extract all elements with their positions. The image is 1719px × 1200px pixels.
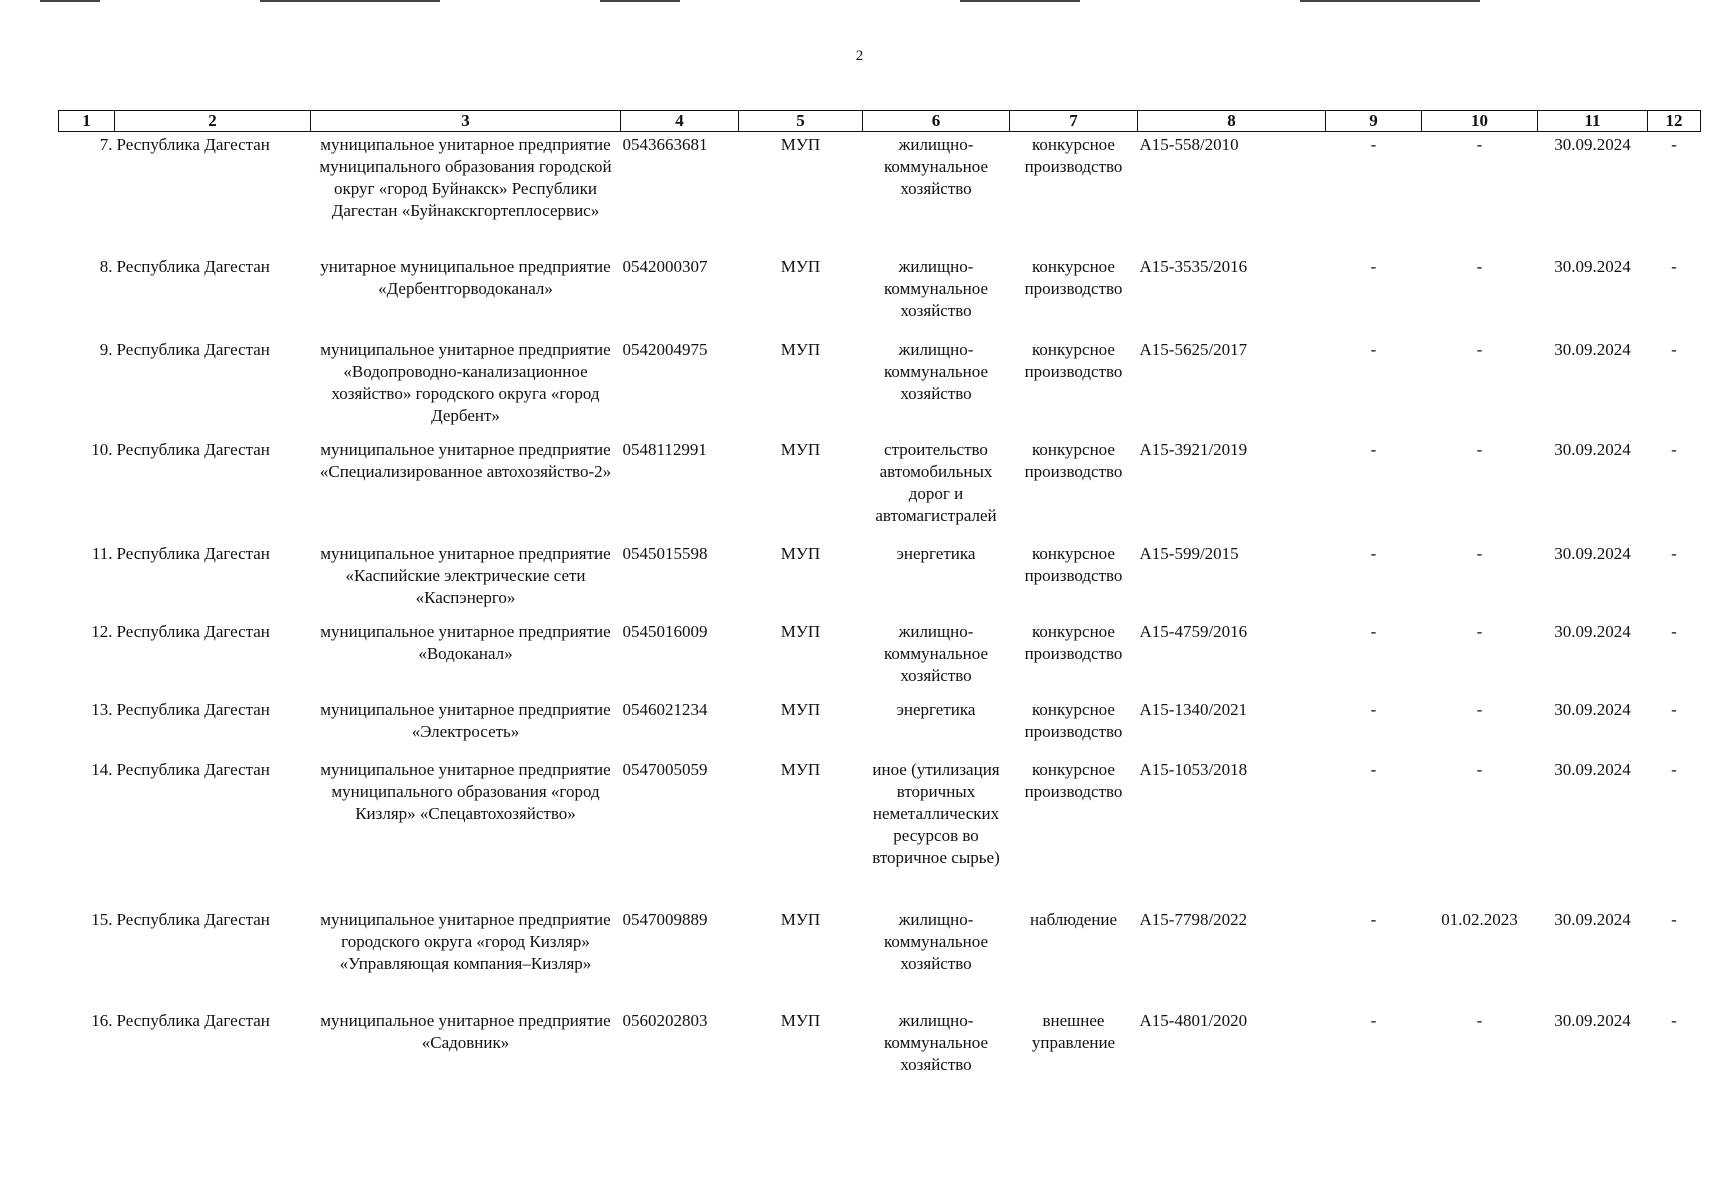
col12-cell: - [1671, 621, 1677, 641]
col12-cell: - [1671, 543, 1677, 563]
case-number-cell: А15-599/2015 [1139, 543, 1239, 563]
col9-cell: - [1370, 621, 1377, 641]
col9-cell: - [1370, 1010, 1377, 1030]
table-body [59, 132, 1701, 1078]
region-cell: Республика Дагестан [116, 339, 270, 359]
case-number-cell: А15-7798/2022 [1139, 909, 1248, 929]
case-number-cell: А15-1340/2021 [1139, 699, 1248, 719]
sector-cell: жилищно-коммунальное хозяйство [884, 621, 988, 685]
table-row [59, 998, 1701, 1078]
case-number-cell: А15-558/2010 [1139, 135, 1239, 154]
col10-cell: - [1476, 256, 1483, 276]
column-header: 12 [1648, 111, 1701, 132]
col12-cell: - [1671, 135, 1677, 154]
col12-cell: - [1671, 256, 1677, 276]
inn-cell: 0543663681 [622, 135, 708, 154]
procedure-cell: конкурсное производство [1024, 543, 1123, 585]
table-row [59, 244, 1701, 327]
table-row [59, 427, 1701, 531]
row-number: 16. [91, 1010, 113, 1030]
col10-cell: 01.02.2023 [1441, 909, 1518, 929]
org-type-cell: МУП [780, 135, 821, 154]
col9-cell: - [1370, 909, 1377, 929]
org-type-cell: МУП [780, 339, 821, 359]
enterprise-name-cell: муниципальное унитарное предприятие «Специализированное автохозяйство-2» [319, 439, 612, 481]
enterprise-name-cell: муниципальное унитарное предприятие «Каспийские электрические сети «Каспэнерго» [320, 543, 611, 607]
col10-cell: - [1476, 543, 1483, 563]
col10-cell: - [1476, 759, 1483, 779]
page-number: 2 [855, 48, 864, 64]
procedure-cell: конкурсное производство [1024, 256, 1123, 298]
row-number: 12. [91, 621, 113, 641]
column-header: 4 [621, 111, 739, 132]
col10-cell: - [1476, 439, 1483, 459]
case-number-cell: А15-4759/2016 [1139, 621, 1248, 641]
enterprise-name-cell: муниципальное унитарное предприятие «Водопроводно-канализационное хозяйство» городского округа «город Дербент» [320, 339, 611, 425]
enterprise-name-cell: муниципальное унитарное предприятие муниципального образования городской округ «город Буйнакск» Республики Дагестан «Буйнакскгортеплосервис» [319, 135, 612, 220]
column-header: 2 [115, 111, 311, 132]
org-type-cell: МУП [780, 759, 821, 779]
region-cell: Республика Дагестан [116, 699, 270, 719]
table-row [59, 747, 1701, 897]
case-number-cell: А15-4801/2020 [1139, 1010, 1248, 1030]
enterprise-name-cell: муниципальное унитарное предприятие «Садовник» [320, 1010, 611, 1052]
sector-cell: строительство автомобильных дорог и автомагистралей [875, 439, 997, 525]
column-header: 1 [59, 111, 115, 132]
inn-cell: 0542004975 [622, 339, 708, 359]
sector-cell: жилищно-коммунальное хозяйство [884, 909, 988, 973]
col12-cell: - [1671, 909, 1677, 929]
column-header: 8 [1138, 111, 1326, 132]
enterprise-name-cell: муниципальное унитарное предприятие «Электросеть» [320, 699, 611, 741]
sector-cell: энергетика [896, 699, 976, 719]
case-number-cell: А15-5625/2017 [1139, 339, 1248, 359]
column-header: 11 [1538, 111, 1648, 132]
procedure-cell: конкурсное производство [1024, 135, 1123, 176]
col12-cell: - [1671, 699, 1677, 719]
column-header: 3 [311, 111, 621, 132]
region-cell: Республика Дагестан [116, 135, 270, 154]
row-number: 14. [91, 759, 113, 779]
col10-cell: - [1476, 621, 1483, 641]
col12-cell: - [1671, 439, 1677, 459]
region-cell: Республика Дагестан [116, 439, 270, 459]
col9-cell: - [1370, 759, 1377, 779]
col12-cell: - [1671, 339, 1677, 359]
header-row [59, 111, 1701, 132]
org-type-cell: МУП [780, 543, 821, 563]
region-cell: Республика Дагестан [116, 1010, 270, 1030]
inn-cell: 0547009889 [622, 909, 708, 929]
sector-cell: жилищно-коммунальное хозяйство [884, 135, 988, 198]
region-cell: Республика Дагестан [116, 543, 270, 563]
row-number: 9. [99, 339, 113, 359]
column-header: 6 [863, 111, 1010, 132]
col12-cell: - [1671, 759, 1677, 779]
col10-cell: - [1476, 1010, 1483, 1030]
table-row [59, 609, 1701, 687]
org-type-cell: МУП [780, 256, 821, 276]
date-cell: 30.09.2024 [1554, 339, 1631, 359]
column-header: 5 [739, 111, 863, 132]
sector-cell: энергетика [896, 543, 976, 563]
case-number-cell: А15-1053/2018 [1139, 759, 1248, 779]
inn-cell: 0560202803 [622, 1010, 708, 1030]
date-cell: 30.09.2024 [1554, 135, 1631, 154]
scan-edge-mark [260, 0, 440, 2]
col9-cell: - [1370, 543, 1377, 563]
region-cell: Республика Дагестан [116, 621, 270, 641]
column-header: 10 [1422, 111, 1538, 132]
table-row [59, 897, 1701, 998]
row-number: 11. [91, 543, 113, 563]
row-number: 10. [91, 439, 113, 459]
inn-cell: 0546021234 [622, 699, 708, 719]
inn-cell: 0547005059 [622, 759, 708, 779]
registry-table [58, 110, 1701, 1078]
date-cell: 30.09.2024 [1554, 699, 1631, 719]
date-cell: 30.09.2024 [1554, 909, 1631, 929]
inn-cell: 0545016009 [622, 621, 708, 641]
sector-cell: жилищно-коммунальное хозяйство [884, 256, 988, 320]
scan-edge-mark [600, 0, 680, 2]
sector-cell: жилищно-коммунальное хозяйство [884, 339, 988, 403]
procedure-cell: наблюдение [1029, 909, 1118, 929]
region-cell: Республика Дагестан [116, 256, 270, 276]
date-cell: 30.09.2024 [1554, 759, 1631, 779]
procedure-cell: конкурсное производство [1024, 759, 1123, 801]
org-type-cell: МУП [780, 621, 821, 641]
procedure-cell: конкурсное производство [1024, 699, 1123, 741]
table-header [59, 111, 1701, 132]
col10-cell: - [1476, 339, 1483, 359]
date-cell: 30.09.2024 [1554, 621, 1631, 641]
procedure-cell: внешнее управление [1031, 1010, 1116, 1052]
date-cell: 30.09.2024 [1554, 543, 1631, 563]
case-number-cell: А15-3921/2019 [1139, 439, 1248, 459]
table-row [59, 687, 1701, 747]
org-type-cell: МУП [780, 439, 821, 459]
col9-cell: - [1370, 439, 1377, 459]
inn-cell: 0548112991 [622, 439, 707, 459]
date-cell: 30.09.2024 [1554, 256, 1631, 276]
table-row [59, 531, 1701, 609]
enterprise-name-cell: муниципальное унитарное предприятие муниципального образования «город Кизляр» «Спецавтохозяйство» [320, 759, 611, 823]
row-number: 15. [91, 909, 113, 929]
org-type-cell: МУП [780, 1010, 821, 1030]
row-number: 7. [99, 135, 113, 154]
enterprise-name-cell: муниципальное унитарное предприятие городского округа «город Кизляр» «Управляющая компания–Кизляр» [320, 909, 611, 973]
date-cell: 30.09.2024 [1554, 439, 1631, 459]
enterprise-name-cell: унитарное муниципальное предприятие «Дербентгорводоканал» [320, 256, 611, 298]
scan-edge-mark [1300, 0, 1480, 2]
region-cell: Республика Дагестан [116, 909, 270, 929]
inn-cell: 0542000307 [622, 256, 708, 276]
col9-cell: - [1370, 339, 1377, 359]
procedure-cell: конкурсное производство [1024, 439, 1123, 481]
column-header: 9 [1326, 111, 1422, 132]
col12-cell: - [1671, 1010, 1677, 1030]
sector-cell: жилищно-коммунальное хозяйство [884, 1010, 988, 1074]
column-header: 7 [1010, 111, 1138, 132]
inn-cell: 0545015598 [622, 543, 708, 563]
procedure-cell: конкурсное производство [1024, 621, 1123, 663]
col9-cell: - [1370, 256, 1377, 276]
col9-cell: - [1370, 699, 1377, 719]
scan-edge-mark [960, 0, 1080, 2]
org-type-cell: МУП [780, 699, 821, 719]
case-number-cell: А15-3535/2016 [1139, 256, 1248, 276]
procedure-cell: конкурсное производство [1024, 339, 1123, 381]
org-type-cell: МУП [780, 909, 821, 929]
col10-cell: - [1476, 699, 1483, 719]
col9-cell: - [1370, 135, 1377, 154]
scan-edge-mark [40, 0, 100, 2]
table-row [59, 327, 1701, 427]
row-number: 8. [99, 256, 113, 276]
region-cell: Республика Дагестан [116, 759, 270, 779]
sector-cell: иное (утилизация вторичных неметаллических ресурсов во вторичное сырье) [872, 759, 1000, 867]
table-row [59, 132, 1701, 244]
col10-cell: - [1476, 135, 1483, 154]
date-cell: 30.09.2024 [1554, 1010, 1631, 1030]
enterprise-name-cell: муниципальное унитарное предприятие «Водоканал» [320, 621, 611, 663]
row-number: 13. [91, 699, 113, 719]
